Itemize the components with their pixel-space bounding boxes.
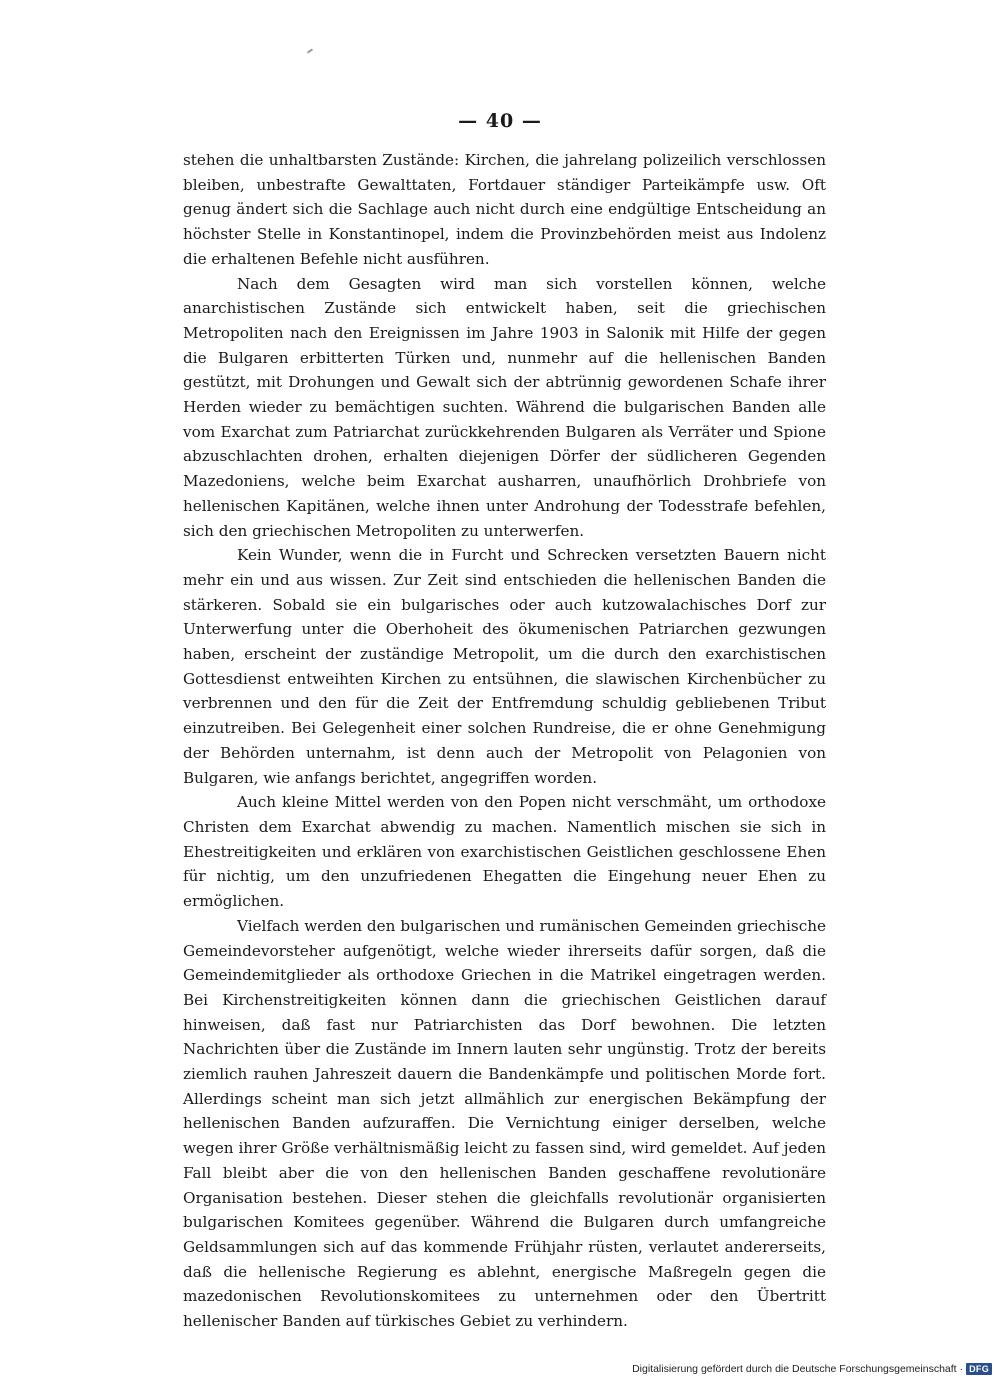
paragraph-4: Auch kleine Mittel werden von den Popen nicht verschmäht, um orthodoxe Christen dem Exarchat abwendig zu machen. Namentlich mischen sie sich in Ehestreitigkeiten und erklären von exarchistischen Geistlichen geschlossene Ehen für nichtig, um den unzufriedenen Ehegatten die Eingehung neuer Ehen zu ermöglichen. xyxy=(183,793,826,911)
paragraph-1: stehen die unhaltbarsten Zustände: Kirchen, die jahrelang polizeilich verschlossen bleiben, unbestrafte Gewalttaten, Fortdauer ständiger Parteikämpfe usw. Oft genug ändert sich die Sachlage auch nicht durch eine endgültige Entscheidung an höchster Stelle in Konstantinopel, indem die Provinzbehörden meist aus Indolenz die erhaltenen Befehle nicht ausführen. xyxy=(183,151,826,268)
body-text xyxy=(183,148,826,1334)
credit-text: Digitalisierung gefördert durch die Deutsche Forschungsgemeinschaft xyxy=(632,1363,957,1375)
page-number: — 40 — xyxy=(458,110,542,132)
digitization-credit: Digitalisierung gefördert durch die Deutsche Forschungsgemeinschaft · DFG xyxy=(632,1363,992,1375)
dfg-logo: DFG xyxy=(966,1363,992,1375)
paragraph-2: Nach dem Gesagten wird man sich vorstellen können, welche anarchistischen Zustände sich entwickelt haben, seit die griechischen Metropoliten nach den Ereignissen im Jahre 1903 in Salonik mit Hilfe der gegen die Bulgaren erbitterten Türken und, nunmehr auf die hellenischen Banden gestützt, mit Drohungen und Gewalt sich der abtrünnig gewordenen Schafe ihrer Herden wieder zu bemächtigen suchten. Während die bulgarischen Banden alle vom Exarchat zum Patriarchat zurückkehrenden Bulgaren als Verräter und Spione abzuschlachten drohen, erhalten diejenigen Dörfer der südlicheren Gegenden Mazedoniens, welche beim Exarchat ausharren, unaufhörlich Drohbriefe von hellenischen Kapitänen, welche ihnen unter Androhung der Todesstrafe befehlen, sich den griechischen Metropoliten zu unterwerfen. xyxy=(183,274,826,540)
paragraph-5: Vielfach werden den bulgarischen und rumänischen Gemeinden griechische Gemeindevorsteher aufgenötigt, welche wieder ihrerseits dafür sorgen, daß die Gemeindemitglieder als orthodoxe Griechen in die Matrikel eingetragen werden. Bei Kirchenstreitigkeiten können dann die griechischen Geistlichen darauf hinweisen, daß fast nur Patriarchisten das Dorf bewohnen. Die letzten Nachrichten über die Zustände im Innern lauten sehr ungünstig. Trotz der bereits ziemlich rauhen Jahreszeit dauern die Bandenkämpfe und politischen Morde fort. Allerdings scheint man sich jetzt allmählich zur energischen Bekämpfung der hellenischen Banden aufzuraffen. Die Vernichtung einiger derselben, welche wegen ihrer Größe verhältnismäßig leicht zu fassen sind, wird gemeldet. Auf jeden Fall bleibt aber die von den hellenischen Banden geschaffene revolutionäre Organisation bestehen. Dieser stehen die gleichfalls revolutionär organisierten bulgarischen Komitees gegenüber. Während die Bulgaren durch umfangreiche Geldsammlungen sich auf das kommende Frühjahr rüsten, verlautet andererseits, daß die hellenische Regierung es ablehnt, energische Maßregeln gegen die mazedonischen Revolutionskomitees zu unternehmen oder den Übertritt hellenischer Banden auf türkisches Gebiet zu verhindern. xyxy=(183,916,826,1331)
paragraph-3: Kein Wunder, wenn die in Furcht und Schrecken versetzten Bauern nicht mehr ein und aus wissen. Zur Zeit sind entschieden die hellenischen Banden die stärkeren. Sobald sie ein bulgarisches oder auch kutzowalachisches Dorf zur Unterwerfung unter die Oberhoheit des ökumenischen Patriarchen gezwungen haben, erscheint der zuständige Metropolit, um die durch den exarchistischen Gottesdienst entweihten Kirchen zu entsühnen, die slawischen Kirchenbücher zu verbrennen und den für die Zeit der Entfremdung schuldig gebliebenen Tribut einzutreiben. Bei Gelegenheit einer solchen Rundreise, die er ohne Genehmigung der Behörden unternahm, ist denn auch der Metropolit von Pelagonien von Bulgaren, wie anfangs berichtet, angegriffen worden. xyxy=(183,546,826,787)
scan-speck xyxy=(307,48,313,53)
